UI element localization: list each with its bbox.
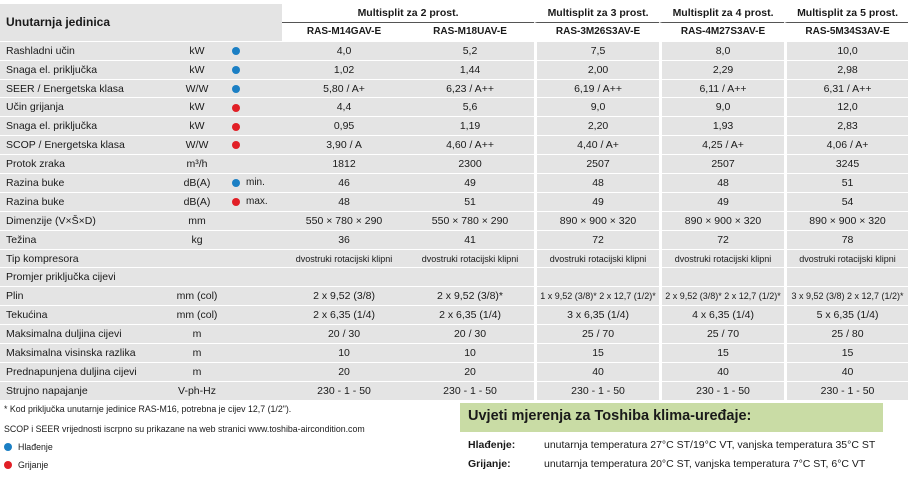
row-value: 4,40 / A+ [534,136,659,155]
row-value: 2,83 [784,117,908,136]
heating-dot-icon [232,141,240,149]
row-value: 230 - 1 - 50 [534,382,659,401]
row-mode-indicator [226,344,246,363]
row-value: 5,80 / A+ [282,80,406,99]
row-value: 10,0 [784,42,908,61]
row-noise-mode [246,155,282,174]
row-label: SCOP / Energetska klasa [0,136,168,155]
row-value: 1812 [282,155,406,174]
row-mode-indicator [226,268,246,287]
row-value: 25 / 70 [534,325,659,344]
row-value: 550 × 780 × 290 [406,212,534,231]
group-header-2: Multisplit za 2 prost. [282,4,534,23]
row-value: 0,95 [282,117,406,136]
row-value: 1,19 [406,117,534,136]
row-value: 890 × 900 × 320 [534,212,659,231]
row-value: 48 [659,174,784,193]
row-value: 2,29 [659,61,784,80]
row-value: 72 [534,231,659,250]
row-label: Snaga el. priključka [0,61,168,80]
row-value: 3245 [784,155,908,174]
model-header: RAS-4M27S3AV-E [659,23,784,42]
condition-heating [468,458,865,470]
row-value: 49 [659,193,784,212]
row-unit: kW [168,61,226,80]
row-value [282,268,406,287]
row-label: Težina [0,231,168,250]
table-row [0,306,908,325]
row-mode-indicator [226,382,246,401]
row-value: 4,25 / A+ [659,136,784,155]
row-mode-indicator [226,287,246,306]
row-value: 4,06 / A+ [784,136,908,155]
row-unit: W/W [168,80,226,99]
row-value: 6,19 / A++ [534,80,659,99]
row-noise-mode [246,344,282,363]
row-mode-indicator [226,61,246,80]
table-row [0,193,908,212]
row-value: 230 - 1 - 50 [406,382,534,401]
row-value: 1,93 [659,117,784,136]
row-noise-mode [246,306,282,325]
row-value: 9,0 [659,98,784,117]
row-noise-mode [246,98,282,117]
row-value: 20 [282,363,406,382]
table-title: Unutarnja jedinica [0,4,282,42]
row-value: 4,0 [282,42,406,61]
row-noise-mode [246,287,282,306]
footnotes [4,402,454,472]
row-value: 20 [406,363,534,382]
row-value: 40 [534,363,659,382]
row-value: dvostruki rotacijski klipni [534,250,659,269]
row-value: 20 / 30 [406,325,534,344]
table-row [0,231,908,250]
row-noise-mode [246,231,282,250]
table-row [0,382,908,401]
table-row [0,42,908,61]
row-value: 2 x 9,52 (3/8)* [406,287,534,306]
row-label: Promjer priključka cijevi [0,268,168,287]
row-value: 1,44 [406,61,534,80]
row-value: 2507 [534,155,659,174]
row-value: 25 / 70 [659,325,784,344]
row-unit: kW [168,98,226,117]
row-value: 15 [659,344,784,363]
table-row [0,155,908,174]
row-mode-indicator [226,325,246,344]
row-value: 2,00 [534,61,659,80]
row-value: dvostruki rotacijski klipni [282,250,406,269]
row-unit: kW [168,42,226,61]
cooling-dot-icon [232,179,240,187]
row-unit: kW [168,117,226,136]
row-value: 48 [534,174,659,193]
legend-heating [4,458,454,472]
row-unit: m [168,325,226,344]
row-value: 15 [534,344,659,363]
row-mode-indicator [226,250,246,269]
blue-dot-icon [4,443,12,451]
row-value: 2 x 9,52 (3/8) [282,287,406,306]
row-value: 48 [282,193,406,212]
row-unit: dB(A) [168,193,226,212]
table-row [0,268,908,287]
table-row [0,344,908,363]
table-row [0,80,908,99]
row-value: 10 [282,344,406,363]
row-noise-mode [246,268,282,287]
row-value: 4,4 [282,98,406,117]
row-mode-indicator [226,363,246,382]
row-value: 2 x 9,52 (3/8)* 2 x 12,7 (1/2)* [659,287,784,306]
row-noise-mode: min. [246,174,282,193]
row-label: Prednapunjena duljina cijevi [0,363,168,382]
row-value: 6,31 / A++ [784,80,908,99]
row-value: 230 - 1 - 50 [659,382,784,401]
row-value [784,268,908,287]
row-value: 1,02 [282,61,406,80]
row-value: 2,20 [534,117,659,136]
row-value [534,268,659,287]
row-value: 41 [406,231,534,250]
row-label: Maksimalna duljina cijevi [0,325,168,344]
row-noise-mode [246,42,282,61]
row-unit: mm [168,212,226,231]
row-value: 6,23 / A++ [406,80,534,99]
row-noise-mode [246,117,282,136]
group-header-5: Multisplit za 5 prost. [784,4,908,23]
row-value: 550 × 780 × 290 [282,212,406,231]
row-value: 10 [406,344,534,363]
row-value: 49 [534,193,659,212]
table-row [0,363,908,382]
row-value: 230 - 1 - 50 [784,382,908,401]
row-unit [168,250,226,269]
table-row [0,174,908,193]
row-unit: V-ph-Hz [168,382,226,401]
table-row [0,136,908,155]
condition-cooling-text: unutarnja temperatura 27°C ST/19°C VT, vanjska temperatura 35°C ST [544,439,876,451]
row-value: 890 × 900 × 320 [659,212,784,231]
row-value: 2300 [406,155,534,174]
conditions-banner [460,403,883,432]
group-header-4: Multisplit za 4 prost. [659,4,784,23]
red-dot-icon [4,461,12,469]
footnote-pipe: * Kod priključka unutarnje jedinice RAS-M16, potrebna je cijev 12,7 (1/2"). [4,404,292,414]
row-value: 40 [659,363,784,382]
cooling-dot-icon [232,66,240,74]
row-noise-mode: max. [246,193,282,212]
row-label: Strujno napajanje [0,382,168,401]
table-row [0,98,908,117]
table-row [0,250,908,269]
row-label: Razina buke [0,193,168,212]
row-unit: m [168,344,226,363]
heating-dot-icon [232,123,240,131]
spec-rows [0,42,908,401]
row-mode-indicator [226,42,246,61]
row-value: 1 x 9,52 (3/8)* 2 x 12,7 (1/2)* [534,287,659,306]
row-mode-indicator [226,231,246,250]
table-row [0,117,908,136]
condition-heating-text: unutarnja temperatura 20°C ST, vanjska temperatura 7°C ST, 6°C VT [544,458,866,470]
row-value: 12,0 [784,98,908,117]
row-unit: mm (col) [168,306,226,325]
row-unit: mm (col) [168,287,226,306]
row-value: dvostruki rotacijski klipni [406,250,534,269]
row-noise-mode [246,61,282,80]
row-label: Rashladni učin [0,42,168,61]
row-value: 6,11 / A++ [659,80,784,99]
row-value: 230 - 1 - 50 [282,382,406,401]
cooling-dot-icon [232,47,240,55]
row-value: 40 [784,363,908,382]
row-value: 4,60 / A++ [406,136,534,155]
row-value: 36 [282,231,406,250]
row-value: 2507 [659,155,784,174]
row-noise-mode [246,136,282,155]
row-noise-mode [246,212,282,231]
row-value: 7,5 [534,42,659,61]
row-value: 8,0 [659,42,784,61]
condition-cooling-label: Hlađenje: [468,439,516,451]
row-unit: dB(A) [168,174,226,193]
row-value [406,268,534,287]
model-header: RAS-3M26S3AV-E [534,23,659,42]
row-noise-mode [246,363,282,382]
row-value: 2 x 6,35 (1/4) [282,306,406,325]
row-value: 5,2 [406,42,534,61]
condition-heating-label: Grijanje: [468,458,511,470]
row-value: 9,0 [534,98,659,117]
row-mode-indicator [226,98,246,117]
row-value: 15 [784,344,908,363]
row-label: Tip kompresora [0,250,168,269]
row-noise-mode [246,80,282,99]
row-value: 3,90 / A [282,136,406,155]
legend-heating-label: Grijanje [18,460,49,470]
row-label: SEER / Energetska klasa [0,80,168,99]
row-value: 25 / 80 [784,325,908,344]
row-mode-indicator [226,193,246,212]
row-unit: kg [168,231,226,250]
row-mode-indicator [226,155,246,174]
row-label: Plin [0,287,168,306]
footnote-scop-seer: SCOP i SEER vrijednosti iscrpno su prikazane na web stranici www.toshiba-aircondition.com [4,424,365,434]
row-label: Dimenzije (V×Š×D) [0,212,168,231]
row-value: 46 [282,174,406,193]
row-mode-indicator [226,117,246,136]
condition-cooling [468,439,875,451]
row-value: 3 x 6,35 (1/4) [534,306,659,325]
row-mode-indicator [226,306,246,325]
row-label: Učin grijanja [0,98,168,117]
row-mode-indicator [226,174,246,193]
model-header: RAS-M18UAV-E [406,23,534,42]
row-label: Protok zraka [0,155,168,174]
row-noise-mode [246,250,282,269]
heating-dot-icon [232,104,240,112]
row-unit: m [168,363,226,382]
row-value: 78 [784,231,908,250]
row-label: Razina buke [0,174,168,193]
row-value: 2,98 [784,61,908,80]
row-value: 5 x 6,35 (1/4) [784,306,908,325]
row-noise-mode [246,382,282,401]
row-value: 890 × 900 × 320 [784,212,908,231]
row-label: Tekućina [0,306,168,325]
table-row [0,212,908,231]
spec-table [0,4,908,401]
row-value: 51 [784,174,908,193]
row-value: dvostruki rotacijski klipni [784,250,908,269]
row-value: 3 x 9,52 (3/8) 2 x 12,7 (1/2)* [784,287,908,306]
row-value: 5,6 [406,98,534,117]
model-header: RAS-5M34S3AV-E [784,23,908,42]
row-mode-indicator [226,80,246,99]
row-value: dvostruki rotacijski klipni [659,250,784,269]
table-row [0,287,908,306]
row-value: 49 [406,174,534,193]
legend-cooling-label: Hlađenje [18,442,53,452]
row-value: 2 x 6,35 (1/4) [406,306,534,325]
row-value [659,268,784,287]
conditions-title: Uvjeti mjerenja za Toshiba klima-uređaje: [468,408,752,424]
row-mode-indicator [226,212,246,231]
legend-cooling [4,440,454,454]
row-label: Maksimalna visinska razlika [0,344,168,363]
row-label: Snaga el. priključka [0,117,168,136]
row-unit: W/W [168,136,226,155]
row-value: 4 x 6,35 (1/4) [659,306,784,325]
row-value: 51 [406,193,534,212]
row-unit [168,268,226,287]
row-value: 20 / 30 [282,325,406,344]
table-row [0,61,908,80]
row-noise-mode [246,325,282,344]
group-header-3: Multisplit za 3 prost. [534,4,659,23]
heating-dot-icon [232,198,240,206]
table-row [0,325,908,344]
row-value: 72 [659,231,784,250]
model-header: RAS-M14GAV-E [282,23,406,42]
cooling-dot-icon [232,85,240,93]
row-unit: m³/h [168,155,226,174]
row-mode-indicator [226,136,246,155]
row-value: 54 [784,193,908,212]
